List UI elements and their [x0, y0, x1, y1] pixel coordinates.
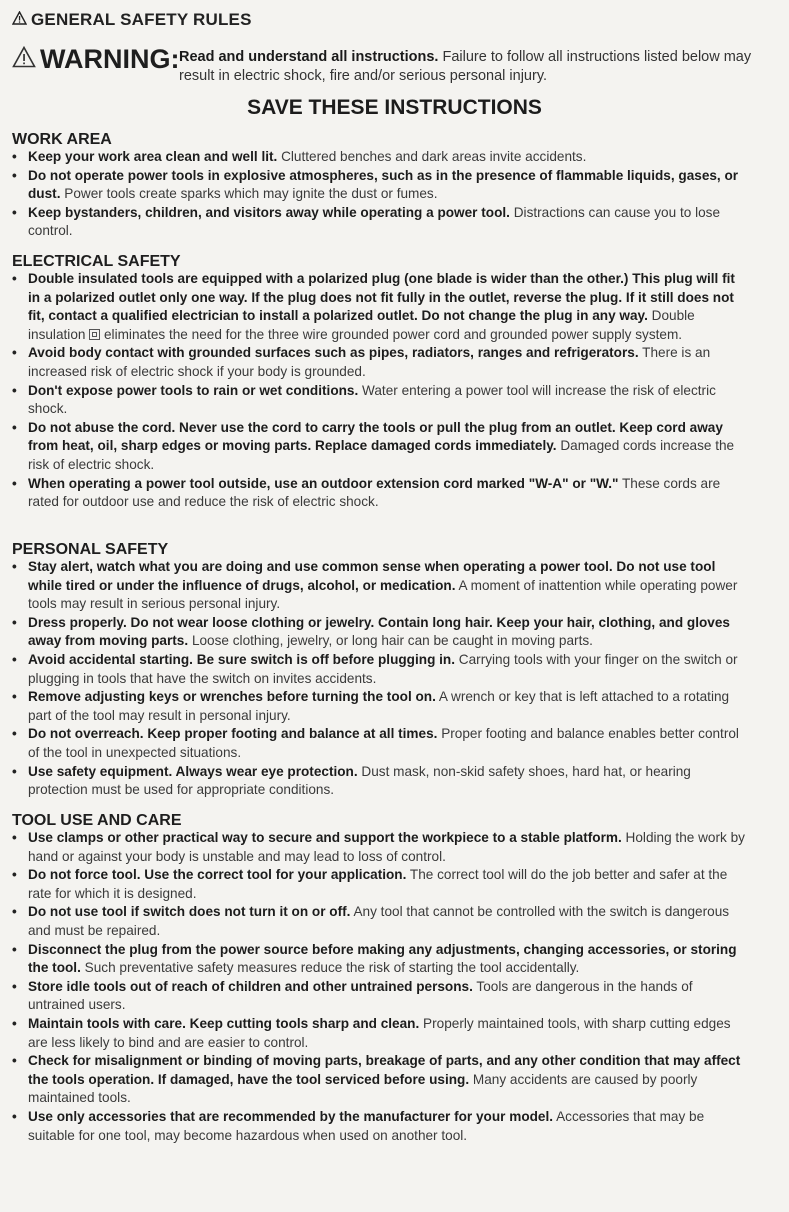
list-item: • Avoid accidental starting. Be sure switch is off before plugging in. Carrying tools with your finger on the switch or plugging in tools that have the switch on invites accidents.: [12, 651, 738, 686]
list-item: • Don't expose power tools to rain or wet conditions. Water entering a power tool will increase the risk of electric shock.: [12, 382, 716, 417]
list-item: • Do not use tool if switch does not turn it on or off. Any tool that cannot be controlled with the switch is dangerous and must be repaired.: [12, 904, 730, 938]
rule-body: There is an increased risk of electric shock if your body is grounded.: [28, 345, 711, 379]
save-instructions-title: SAVE THESE INSTRUCTIONS: [247, 96, 542, 119]
rule-body: The correct tool will do the job better and safer at the rate for which it is designed.: [28, 867, 728, 901]
list-item: • Use safety equipment. Always wear eye protection. Dust mask, non-skid safety shoes, hard hat, or hearing protection must be used for appropriate conditions.: [12, 763, 691, 798]
section-title-tool-use-and-care: TOOL USE AND CARE: [12, 812, 182, 829]
rule-body: Loose clothing, jewelry, or long hair can be caught in moving parts.: [191, 633, 593, 649]
rule-lead: Store idle tools out of reach of children and other untrained persons.: [28, 978, 473, 994]
rule-body: Many accidents are caused by poorly maintained tools.: [28, 1071, 698, 1106]
warning-body: Failure to follow all instructions listed below may result in electric shock, fire and/or serious personal injury.: [179, 49, 752, 84]
list-item: • Do not force tool. Use the correct tool for your application. The correct tool will do the job better and safer at the rate for which it is designed.: [12, 867, 728, 901]
rule-lead: Double insulated tools are equipped with a polarized plug (one blade is wider than the other.) This plug will fit in a polarized outlet only one way. If the plug does not fit fully in the outlet, reverse the plug. If it still does not fit, contact a qualified electrician to install a polarized outlet. Do not change the plug in any way.: [28, 271, 735, 324]
section-title-personal-safety: PERSONAL SAFETY: [12, 541, 169, 558]
rule-body: Any tool that cannot be controlled with the switch is dangerous and must be repaired.: [28, 904, 730, 938]
rule-body: Accessories that may be suitable for one tool, may become hazardous when used on another tool.: [28, 1108, 705, 1143]
list-item: • Dress properly. Do not wear loose clothing or jewelry. Contain long hair. Keep your hair, clothing, and gloves away from moving parts. Loose clothing, jewelry, or long hair can be caught in moving parts.: [12, 614, 730, 649]
tool-use-and-care-list: [12, 829, 747, 1145]
rule-body: Cluttered benches and dark areas invite accidents.: [281, 149, 587, 164]
rule-body: eliminates the need for the three wire grounded power cord and grounded power supply system.: [104, 326, 683, 342]
rule-body: Tools are dangerous in the hands of untrained users.: [28, 978, 693, 1013]
rule-body: Damaged cords increase the risk of electric shock.: [28, 438, 735, 472]
list-item: • Do not abuse the cord. Never use the cord to carry the tools or pull the plug from an outlet. Keep cord away from heat, oil, sharp edges or moving parts. Replace damaged cords immediately. Damaged cords increase the risk of electric shock.: [12, 419, 735, 472]
rule-body: Holding the work by hand or against your body is unstable and may lead to loss of control.: [28, 830, 745, 864]
rule-lead: Keep bystanders, children, and visitors away while operating a power tool.: [28, 204, 510, 220]
section-title-work-area: WORK AREA: [12, 131, 112, 148]
rule-lead: Check for misalignment or binding of moving parts, breakage of parts, and any other condition that may affect the tools operation. If damaged, have the tool serviced before using.: [28, 1053, 741, 1087]
rule-lead: Do not operate power tools in explosive atmospheres, such as in the presence of flammable liquids, gases, or dust.: [28, 167, 739, 202]
electrical-safety-list: [12, 270, 747, 512]
rule-lead: Stay alert, watch what you are doing and use common sense when operating a power tool. Do not use tool while tired or under the influence of drugs, alcohol, or medication.: [28, 559, 716, 593]
list-item: • Disconnect the plug from the power source before making any adjustments, changing accessories, or storing the tool. Such preventative safety measures reduce the risk of starting the tool accidentally.: [12, 941, 737, 976]
rule-lead: Do not force tool. Use the correct tool for your application.: [28, 867, 407, 883]
list-item: • Do not overreach. Keep proper footing and balance at all times. Proper footing and balance enables better control of the tool in unexpected situations.: [12, 726, 739, 760]
rule-lead: Use clamps or other practical way to secure and support the workpiece to a stable platform.: [28, 830, 622, 845]
rule-lead: Do not overreach. Keep proper footing and balance at all times.: [28, 726, 438, 742]
rule-body: Properly maintained tools, with sharp cutting edges are less likely to bind and are easier to control.: [28, 1015, 731, 1050]
rule-lead: When operating a power tool outside, use an outdoor extension cord marked "W-A" or "W.": [28, 475, 619, 491]
rule-lead: Dress properly. Do not wear loose clothing or jewelry. Contain long hair. Keep your hair, clothing, and gloves away from moving parts.: [28, 614, 730, 649]
rule-lead: Disconnect the plug from the power source before making any adjustments, changing accessories, or storing the tool.: [28, 941, 737, 976]
list-item: • Keep your work area clean and well lit. Cluttered benches and dark areas invite accidents.: [12, 149, 587, 164]
rule-body: A wrench or key that is left attached to a rotating part of the tool may result in personal injury.: [28, 689, 730, 723]
rule-lead: Keep your work area clean and well lit.: [28, 149, 278, 164]
warning-lead: Read and understand all instructions.: [179, 49, 439, 65]
rule-body: These cords are rated for outdoor use and reduce the risk of electric shock.: [28, 475, 721, 510]
list-item: • Do not operate power tools in explosive atmospheres, such as in the presence of flammable liquids, gases, or dust. Power tools create sparks which may ignite the dust or fumes.: [12, 167, 739, 202]
page-title-text: GENERAL SAFETY RULES: [31, 10, 252, 29]
warning-word: WARNING:: [40, 44, 180, 74]
rule-lead: Use only accessories that are recommended by the manufacturer for your model.: [28, 1108, 554, 1124]
list-item: • Avoid body contact with grounded surfaces such as pipes, radiators, ranges and refrigerators. There is an increased risk of electric shock if your body is grounded.: [12, 345, 711, 379]
rule-body: Power tools create sparks which may ignite the dust or fumes.: [64, 186, 438, 202]
list-item: • Check for misalignment or binding of moving parts, breakage of parts, and any other condition that may affect the tools operation. If damaged, have the tool serviced before using. Many accidents are caused by poorly maintained tools.: [12, 1053, 741, 1106]
section-title-electrical-safety: ELECTRICAL SAFETY: [12, 253, 181, 270]
rule-body: Distractions can cause you to lose control.: [28, 204, 721, 239]
list-item: • Maintain tools with care. Keep cutting tools sharp and clean. Properly maintained tools, with sharp cutting edges are less likely to bind and are easier to control.: [12, 1015, 731, 1050]
rule-body: Carrying tools with your finger on the switch or plugging in tools that have the switch on invites accidents.: [28, 651, 738, 686]
page-title: [12, 10, 252, 30]
warning-label: [12, 44, 179, 75]
warning-text: [179, 48, 764, 86]
rule-body: Such preventative safety measures reduce the risk of starting the tool accidentally.: [84, 960, 580, 976]
personal-safety-list: [12, 558, 747, 800]
warning-triangle-icon: [12, 10, 27, 30]
list-item: • When operating a power tool outside, use an outdoor extension cord marked "W-A" or "W." These cords are rated for outdoor use and reduce the risk of electric shock.: [12, 475, 721, 510]
rule-lead: Avoid body contact with grounded surfaces such as pipes, radiators, ranges and refrigerators.: [28, 345, 639, 361]
rule-lead: Do not use tool if switch does not turn it on or off.: [28, 904, 351, 920]
list-item: • Stay alert, watch what you are doing and use common sense when operating a power tool. Do not use tool while tired or under the influence of drugs, alcohol, or medication. A moment of inattention while operating power tools may result in serious personal injury.: [12, 559, 738, 612]
rule-body: Proper footing and balance enables better control of the tool in unexpected situations.: [28, 726, 739, 760]
rule-lead: Avoid accidental starting. Be sure switch is off before plugging in.: [28, 651, 456, 667]
rule-body: A moment of inattention while operating power tools may result in serious personal injury.: [28, 577, 738, 612]
rule-lead: Do not abuse the cord. Never use the cord to carry the tools or pull the plug from an outlet. Keep cord away from heat, oil, sharp edges or moving parts. Replace damaged cords immediately.: [28, 419, 723, 454]
work-area-list: [12, 148, 747, 241]
list-item: • Remove adjusting keys or wrenches before turning the tool on. A wrench or key that is left attached to a rotating part of the tool may result in personal injury.: [12, 689, 730, 723]
list-item: • Keep bystanders, children, and visitors away while operating a power tool. Distractions can cause you to lose control.: [12, 204, 721, 239]
warning-triangle-icon: [12, 44, 36, 75]
rule-lead: Maintain tools with care. Keep cutting tools sharp and clean.: [28, 1015, 420, 1031]
rule-body: Water entering a power tool will increase the risk of electric shock.: [28, 382, 716, 417]
rule-body-prefix: Double insulation: [28, 308, 695, 342]
list-item: • Store idle tools out of reach of children and other untrained persons. Tools are dangerous in the hands of untrained users.: [12, 978, 693, 1013]
list-item: • Double insulated tools are equipped with a polarized plug (one blade is wider than the other.) This plug will fit in a polarized outlet only one way. If the plug does not fit fully in the outlet, reverse the plug. If it still does not fit, contact a qualified electrician to install a polarized outlet. Do not change the plug in any way. Double insulation eliminates the need for the three wire grounded power cord and grounded power supply system.: [12, 271, 735, 342]
rule-lead: Use safety equipment. Always wear eye protection.: [28, 763, 358, 779]
rule-lead: Remove adjusting keys or wrenches before turning the tool on.: [28, 689, 436, 705]
rule-body: Dust mask, non-skid safety shoes, hard hat, or hearing protection must be used for appropriate conditions.: [28, 763, 691, 798]
list-item: • Use only accessories that are recommended by the manufacturer for your model. Accessories that may be suitable for one tool, may become hazardous when used on another tool.: [12, 1108, 705, 1143]
list-item: • Use clamps or other practical way to secure and support the workpiece to a stable platform. Holding the work by hand or against your body is unstable and may lead to loss of control.: [12, 830, 745, 864]
double-insulation-icon: [89, 329, 100, 340]
rule-lead: Don't expose power tools to rain or wet conditions.: [28, 382, 359, 398]
